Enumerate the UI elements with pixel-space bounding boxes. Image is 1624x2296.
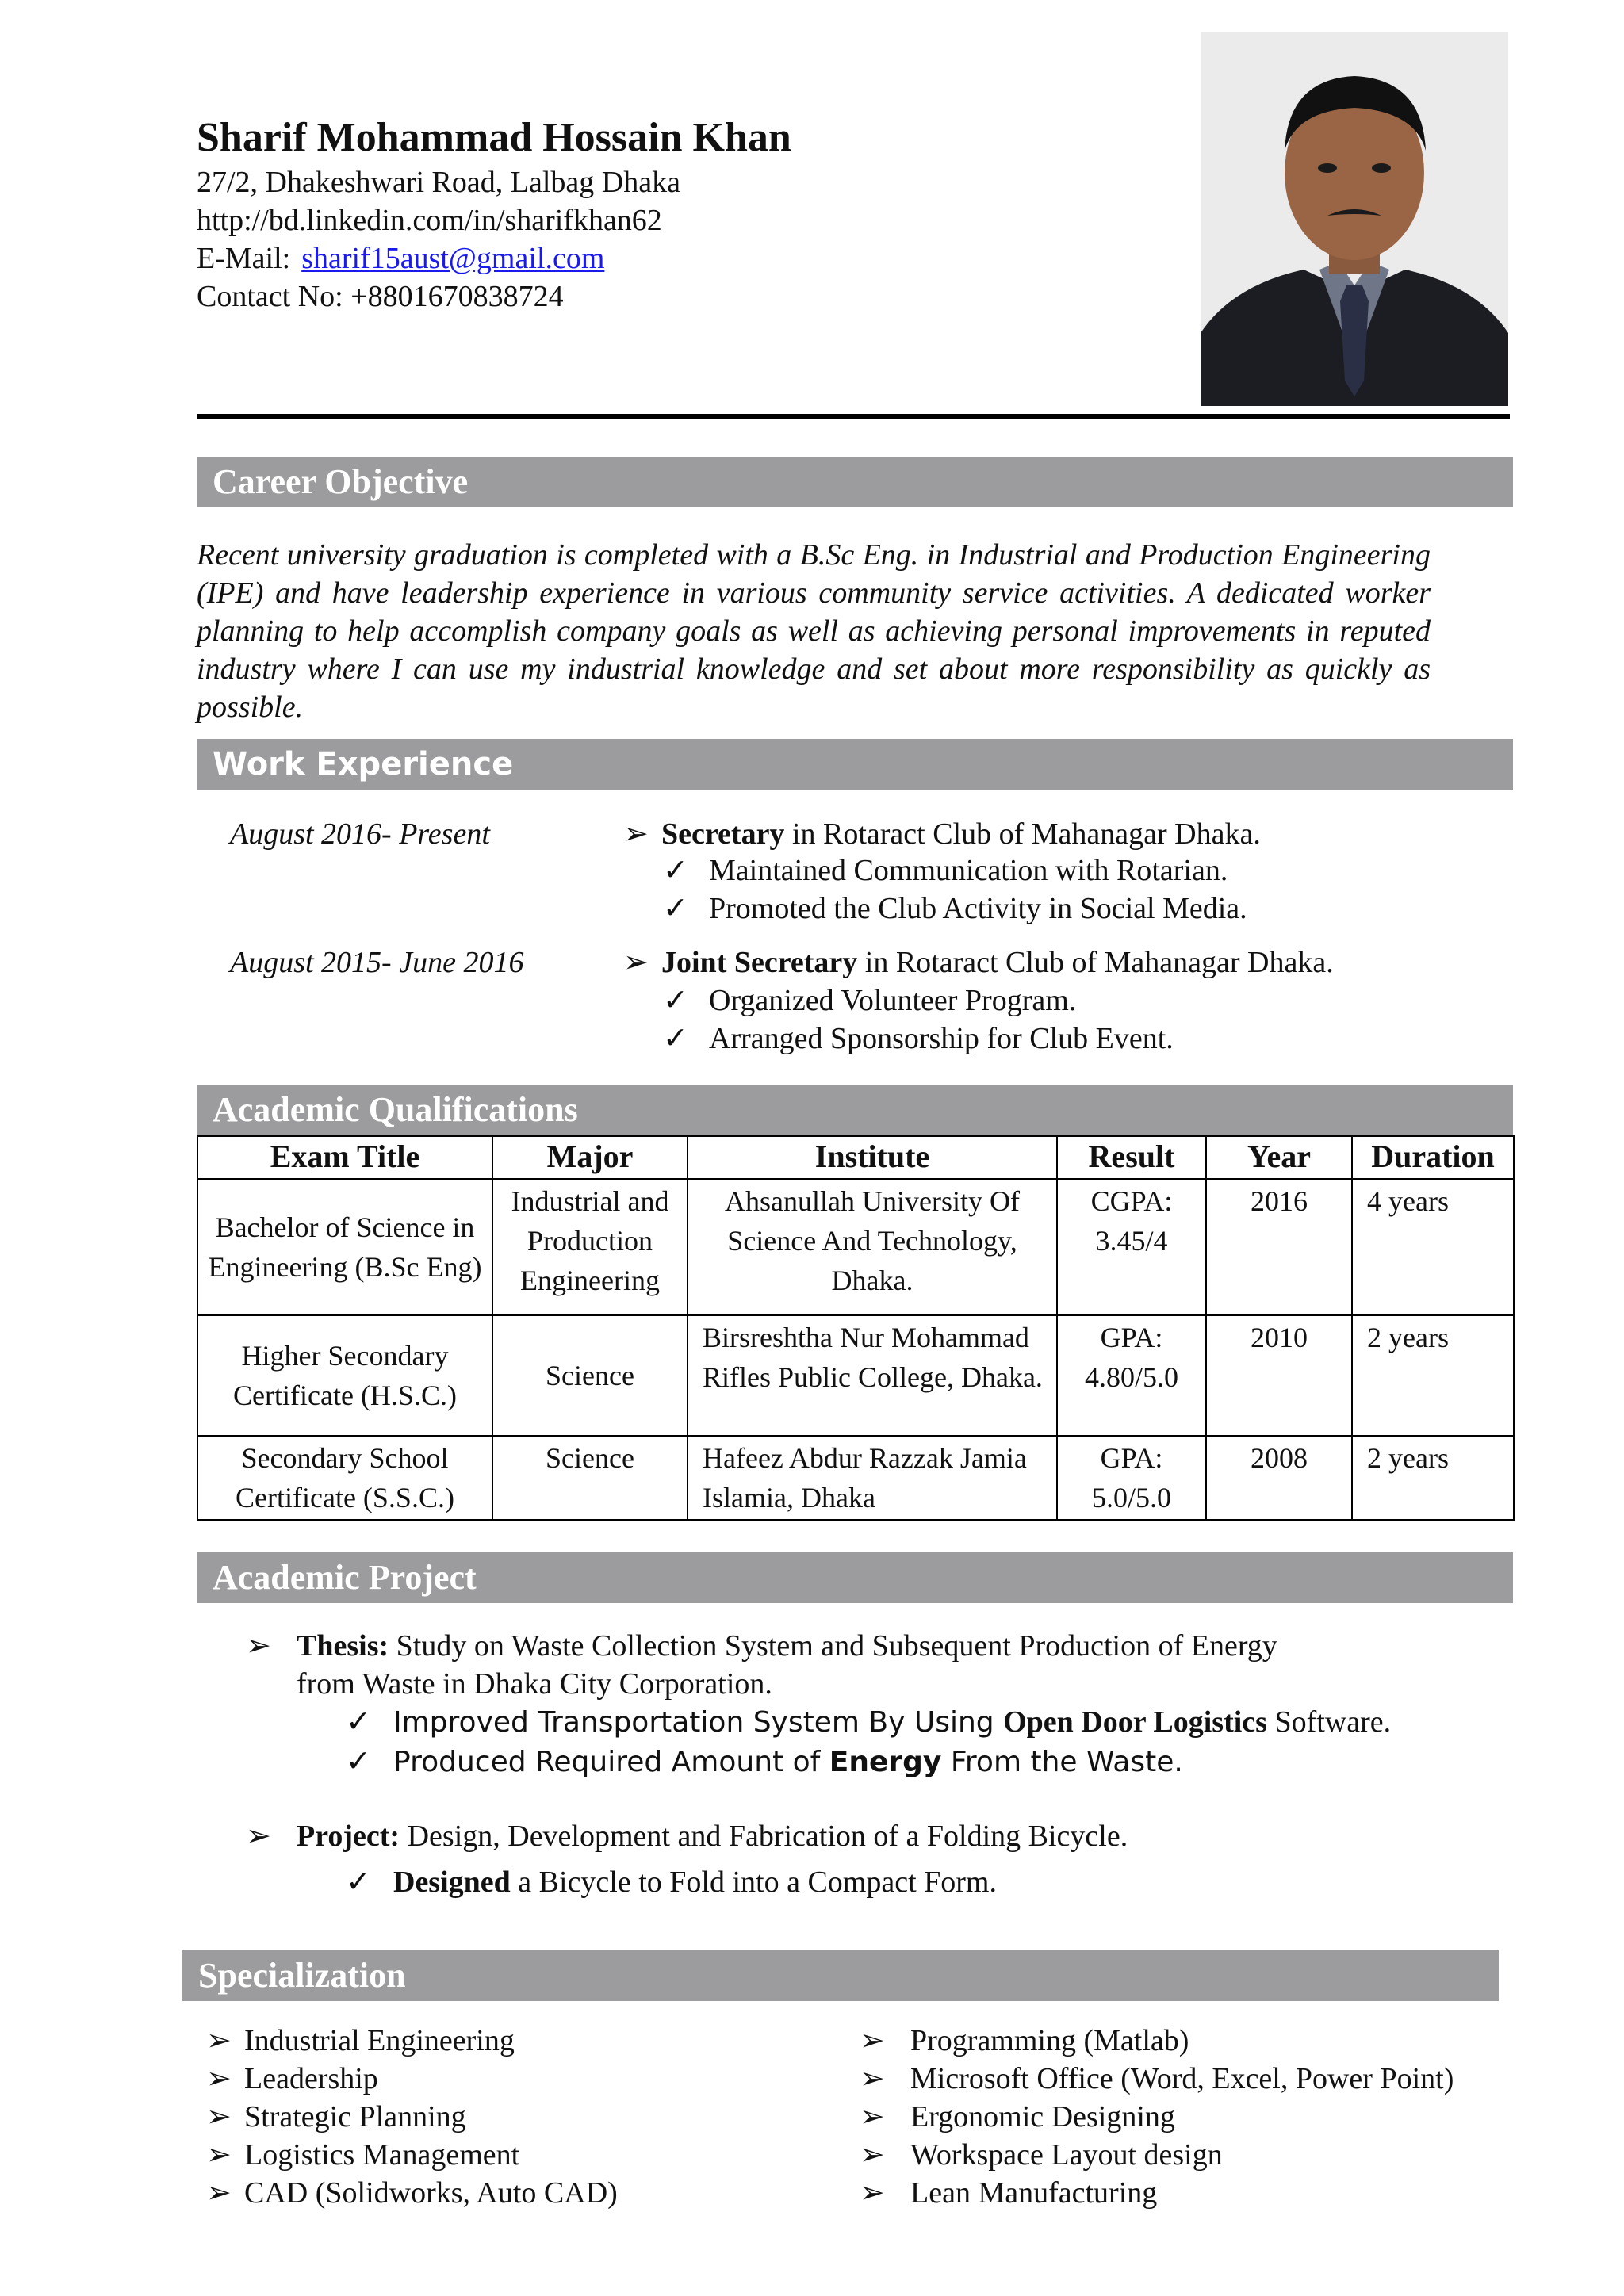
cell-duration: 2 years [1352,1436,1514,1520]
cell-year: 2016 [1206,1179,1352,1315]
role-org: in Rotaract Club of Mahanagar Dhaka. [857,946,1334,979]
thesis-line-2: from Waste in Dhaka City Corporation. [297,1667,772,1701]
work-point-text: Organized Volunteer Program. [709,984,1077,1017]
check-icon: ✓ [663,854,688,887]
check-icon: ✓ [663,892,688,925]
work-point [663,982,1076,1020]
project-point [346,1863,997,1901]
section-career-objective: Career Objective [197,457,1513,507]
cell-major: Industrial and Production Engineering [492,1179,688,1315]
skill-text: Leadership [244,2062,378,2095]
col-exam-title: Exam Title [197,1136,492,1179]
arrow-bullet-icon: ➢ [206,2024,232,2057]
work-date: August 2015- June 2016 [230,946,524,979]
check-icon: ✓ [346,1866,371,1899]
role-title: Joint Secretary [661,946,858,979]
work-point-text: Maintained Communication with Rotarian. [709,854,1228,887]
table-row [197,1179,1514,1315]
skill-item [206,2174,618,2212]
thesis-point-bold: Energy [829,1746,942,1778]
section-academic-qualifications: Academic Qualifications [197,1085,1513,1135]
arrow-bullet-icon: ➢ [860,2176,885,2210]
cell-major: Science [492,1436,688,1520]
skill-text: Lean Manufacturing [910,2176,1158,2210]
skill-text: CAD (Solidworks, Auto CAD) [244,2176,618,2210]
cell-major: Science [492,1315,688,1436]
table-row [197,1315,1514,1436]
work-role [623,815,1261,853]
thesis-text: Study on Waste Collection System and Subsequent Production of Energy [389,1629,1277,1663]
thesis-label: Thesis: [297,1629,389,1663]
thesis-point-text: Software. [1266,1705,1392,1739]
phone: Contact No: +8801670838724 [197,280,564,313]
work-date: August 2016- Present [230,817,490,851]
project-point-bold: Designed [393,1866,511,1899]
cell-result: GPA: 5.0/5.0 [1057,1436,1206,1520]
cell-exam: Bachelor of Science in Engineering (B.Sc Eng) [197,1179,492,1315]
check-icon: ✓ [346,1705,371,1739]
skill-item [860,2136,1223,2174]
arrow-bullet-icon: ➢ [860,2024,885,2057]
col-institute: Institute [688,1136,1057,1179]
header-divider [197,414,1510,419]
check-icon: ✓ [346,1745,371,1778]
candidate-name: Sharif Mohammad Hossain Khan [197,115,791,160]
cell-duration: 2 years [1352,1315,1514,1436]
arrow-bullet-icon: ➢ [860,2062,885,2095]
col-major: Major [492,1136,688,1179]
project-point-text: a Bicycle to Fold into a Compact Form. [510,1866,997,1899]
work-point [663,851,1228,890]
arrow-bullet-icon: ➢ [206,2138,232,2172]
cell-institute: Ahsanullah University Of Science And Technology, Dhaka. [688,1179,1057,1315]
role-title: Secretary [661,817,785,851]
thesis-point-bold: Open Door Logistics [1003,1705,1267,1739]
skill-text: Logistics Management [244,2138,520,2172]
check-icon: ✓ [663,984,688,1017]
check-icon: ✓ [663,1022,688,1055]
work-point [663,890,1247,928]
arrow-bullet-icon: ➢ [860,2100,885,2133]
arrow-bullet-icon: ➢ [623,946,649,979]
profile-photo [1201,32,1508,406]
table-header-row [197,1136,1514,1179]
cell-year: 2010 [1206,1315,1352,1436]
skill-text: Microsoft Office (Word, Excel, Power Point) [910,2062,1454,2095]
col-result: Result [1057,1136,1206,1179]
cell-exam: Secondary School Certificate (S.S.C.) [197,1436,492,1520]
cell-result: GPA: 4.80/5.0 [1057,1315,1206,1436]
skill-text: Strategic Planning [244,2100,466,2133]
thesis-point [346,1743,1183,1781]
thesis-point-text: Improved Transportation System By Using [393,1706,1004,1739]
email-line [197,239,604,277]
col-year: Year [1206,1136,1352,1179]
section-specialization: Specialization [182,1950,1499,2001]
arrow-bullet-icon: ➢ [206,2062,232,2095]
address: 27/2, Dhakeshwari Road, Lalbag Dhaka [197,166,680,199]
arrow-bullet-icon: ➢ [860,2138,885,2172]
skill-item [206,2060,378,2098]
arrow-bullet-icon: ➢ [206,2176,232,2210]
email-link[interactable]: sharif15aust@gmail.com [301,242,605,275]
arrow-bullet-icon: ➢ [246,1820,271,1853]
cell-year: 2008 [1206,1436,1352,1520]
skill-text: Workspace Layout design [910,2138,1223,2172]
skill-item [206,2136,519,2174]
cell-duration: 4 years [1352,1179,1514,1315]
project-text: Design, Development and Fabrication of a Folding Bicycle. [400,1820,1128,1853]
skill-text: Industrial Engineering [244,2024,515,2057]
skill-item [860,2098,1175,2136]
arrow-bullet-icon: ➢ [206,2100,232,2133]
qualifications-table [197,1135,1515,1521]
thesis-point-text: Produced Required Amount of [393,1746,829,1778]
section-work-experience: Work Experience [197,739,1513,790]
arrow-bullet-icon: ➢ [246,1629,271,1663]
cell-exam: Higher Secondary Certificate (H.S.C.) [197,1315,492,1436]
work-role [623,943,1334,982]
cell-institute: Birsreshtha Nur Mohammad Rifles Public College, Dhaka. [688,1315,1057,1436]
thesis-point [346,1703,1391,1742]
skill-item [860,2060,1454,2098]
skill-text: Programming (Matlab) [910,2024,1189,2057]
skill-item [860,2022,1189,2060]
section-academic-project: Academic Project [197,1552,1513,1603]
skill-text: Ergonomic Designing [910,2100,1175,2133]
cell-institute: Hafeez Abdur Razzak Jamia Islamia, Dhaka [688,1436,1057,1520]
work-point [663,1020,1174,1058]
linkedin-url[interactable]: http://bd.linkedin.com/in/sharifkhan62 [197,204,662,237]
col-duration: Duration [1352,1136,1514,1179]
skill-item [206,2022,515,2060]
email-label: E-Mail: [197,242,291,275]
skill-item [206,2098,466,2136]
thesis-line [246,1627,1277,1665]
project-line [246,1817,1128,1855]
career-objective-text: Recent university graduation is completed with a B.Sc Eng. in Industrial and Production Engineering (IPE) and have leadership experience in various community service activities. A dedicated worker planning to help accomplish company goals as well as achieving personal improvements in reputed industry where I can use my industrial knowledge and set about more responsibility as quickly as possible. [197,538,1431,724]
arrow-bullet-icon: ➢ [623,817,649,851]
cell-result: CGPA: 3.45/4 [1057,1179,1206,1315]
skill-item [860,2174,1157,2212]
role-org: in Rotaract Club of Mahanagar Dhaka. [784,817,1261,851]
table-row [197,1436,1514,1520]
work-point-text: Arranged Sponsorship for Club Event. [709,1022,1174,1055]
project-label: Project: [297,1820,400,1853]
work-point-text: Promoted the Club Activity in Social Media. [709,892,1247,925]
thesis-point-text: From the Waste. [941,1746,1183,1778]
